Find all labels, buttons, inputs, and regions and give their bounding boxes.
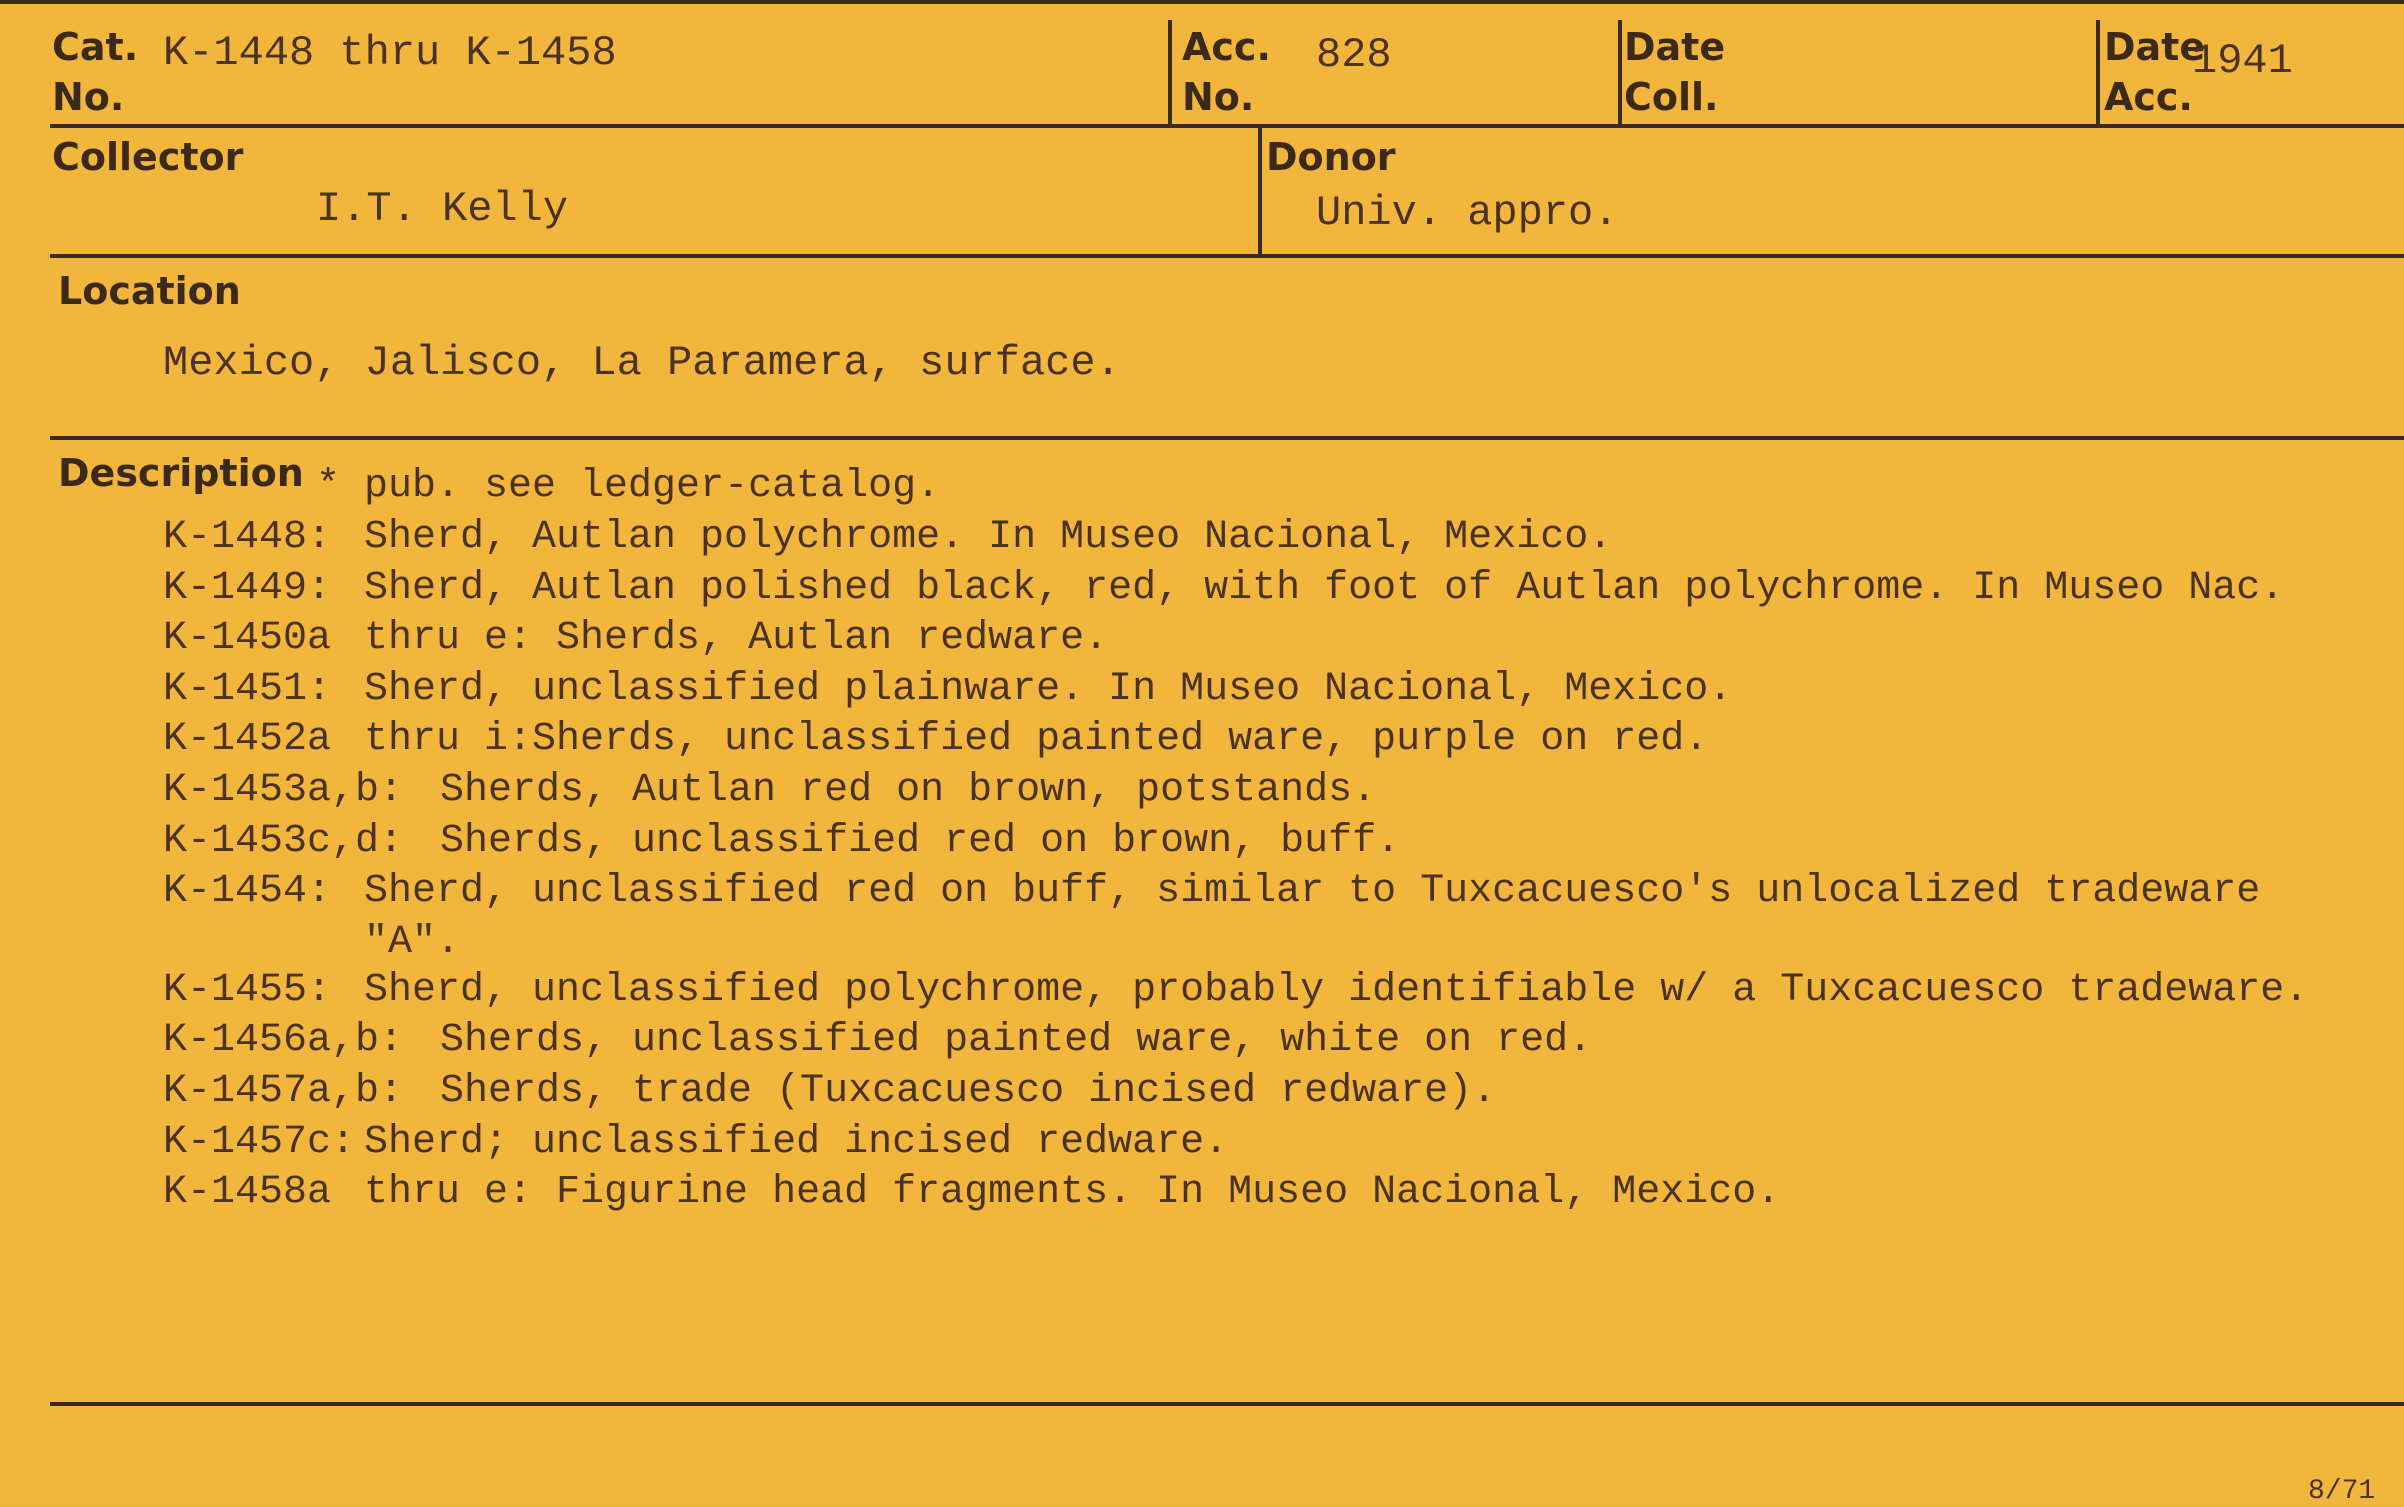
description-entry [163,717,2394,764]
date-acc-value: 1941 [2192,37,2293,85]
header-bottom-rule [50,124,2404,128]
date-acc-label-line1: Date [2104,25,2206,69]
cat-no-label-line2: No. [52,75,125,119]
entry-text: thru e: Sherds, Autlan redware. [364,616,1109,661]
entry-code: K-1454: [163,869,332,914]
description-entry [163,819,2394,866]
description-entry [163,1120,2394,1167]
entry-code: K-1458a [163,1170,332,1215]
cat-no-value: K-1448 thru K-1458 [163,29,617,77]
date-coll-label-line1: Date [1624,25,1726,69]
description-entry [163,869,2394,916]
entry-text: Sherds, Autlan red on brown, potstands. [440,768,1377,813]
description-bottom-rule [50,1402,2404,1406]
description-label: Description [58,451,304,495]
description-entry [163,566,2394,613]
description-entry [163,968,2394,1015]
entry-text: Sherd, unclassified red on buff, similar to Tuxcacuesco's unlocalized tradeware [364,869,2261,914]
location-label: Location [58,269,241,313]
acc-no-value: 828 [1316,31,1392,79]
description-entry [163,1069,2394,1116]
date-coll-label-line2: Coll. [1624,75,1719,119]
entry-text: Sherd; unclassified incised redware. [364,1120,1229,1165]
entry-code: K-1448: [163,515,332,560]
description-entry [163,768,2394,815]
acc-no-label-line2: No. [1182,75,1255,119]
description-entry [163,616,2394,663]
top-border [0,0,2404,4]
divider-collector-donor [1258,126,1262,258]
description-entry [163,1170,2394,1217]
description-entry [163,515,2394,562]
date-acc-label-line2: Acc. [2104,75,2193,119]
entry-text: Sherd, unclassified polychrome, probably identifiable w/ a Tuxcacuesco tradeware. [364,968,2309,1013]
entry-code: K-1457c: [163,1120,356,1165]
location-bottom-rule [50,436,2404,440]
description-entry [163,667,2394,714]
entry-code: K-1452a [163,717,332,762]
description-entry [163,920,2394,967]
donor-value: Univ. appro. [1316,189,1619,237]
divider-datecoll-dateacc [2096,20,2100,126]
collector-value: I.T. Kelly [316,185,569,233]
entry-text: thru e: Figurine head fragments. In Museo Nacional, Mexico. [364,1170,1781,1215]
entry-code: K-1456a,b: [163,1018,404,1063]
acc-no-label-line1: Acc. [1182,25,1271,69]
description-entry [163,1018,2394,1065]
entry-text: "A". [364,920,461,965]
page-reference: 8/71 [2308,1476,2376,1507]
collector-bottom-rule [50,254,2404,258]
divider-acc-datecoll [1618,20,1622,126]
entry-code: K-1457a,b: [163,1069,404,1114]
entry-text: Sherd, Autlan polished black, red, with foot of Autlan polychrome. In Museo Nac. [364,566,2285,611]
entry-text: Sherds, trade (Tuxcacuesco incised redware). [440,1069,1497,1114]
cat-no-label-line1: Cat. [52,25,139,69]
collector-label: Collector [52,135,244,179]
entry-text: Sherd, unclassified plainware. In Museo Nacional, Mexico. [364,667,1733,712]
entry-text: Sherds, unclassified painted ware, white on red. [440,1018,1593,1063]
donor-label: Donor [1266,135,1396,179]
entry-text: thru i:Sherds, unclassified painted ware, purple on red. [364,717,1709,762]
entry-code: K-1453c,d: [163,819,404,864]
divider-cat-acc [1168,20,1172,126]
location-value: Mexico, Jalisco, La Paramera, surface. [163,339,1121,387]
description-intro: * pub. see ledger-catalog. [316,464,941,509]
entry-text: Sherds, unclassified red on brown, buff. [440,819,1401,864]
entry-code: K-1455: [163,968,332,1013]
entry-code: K-1449: [163,566,332,611]
entry-code: K-1453a,b: [163,768,404,813]
entry-code: K-1451: [163,667,332,712]
entry-code: K-1450a [163,616,332,661]
entry-text: Sherd, Autlan polychrome. In Museo Nacional, Mexico. [364,515,1613,560]
